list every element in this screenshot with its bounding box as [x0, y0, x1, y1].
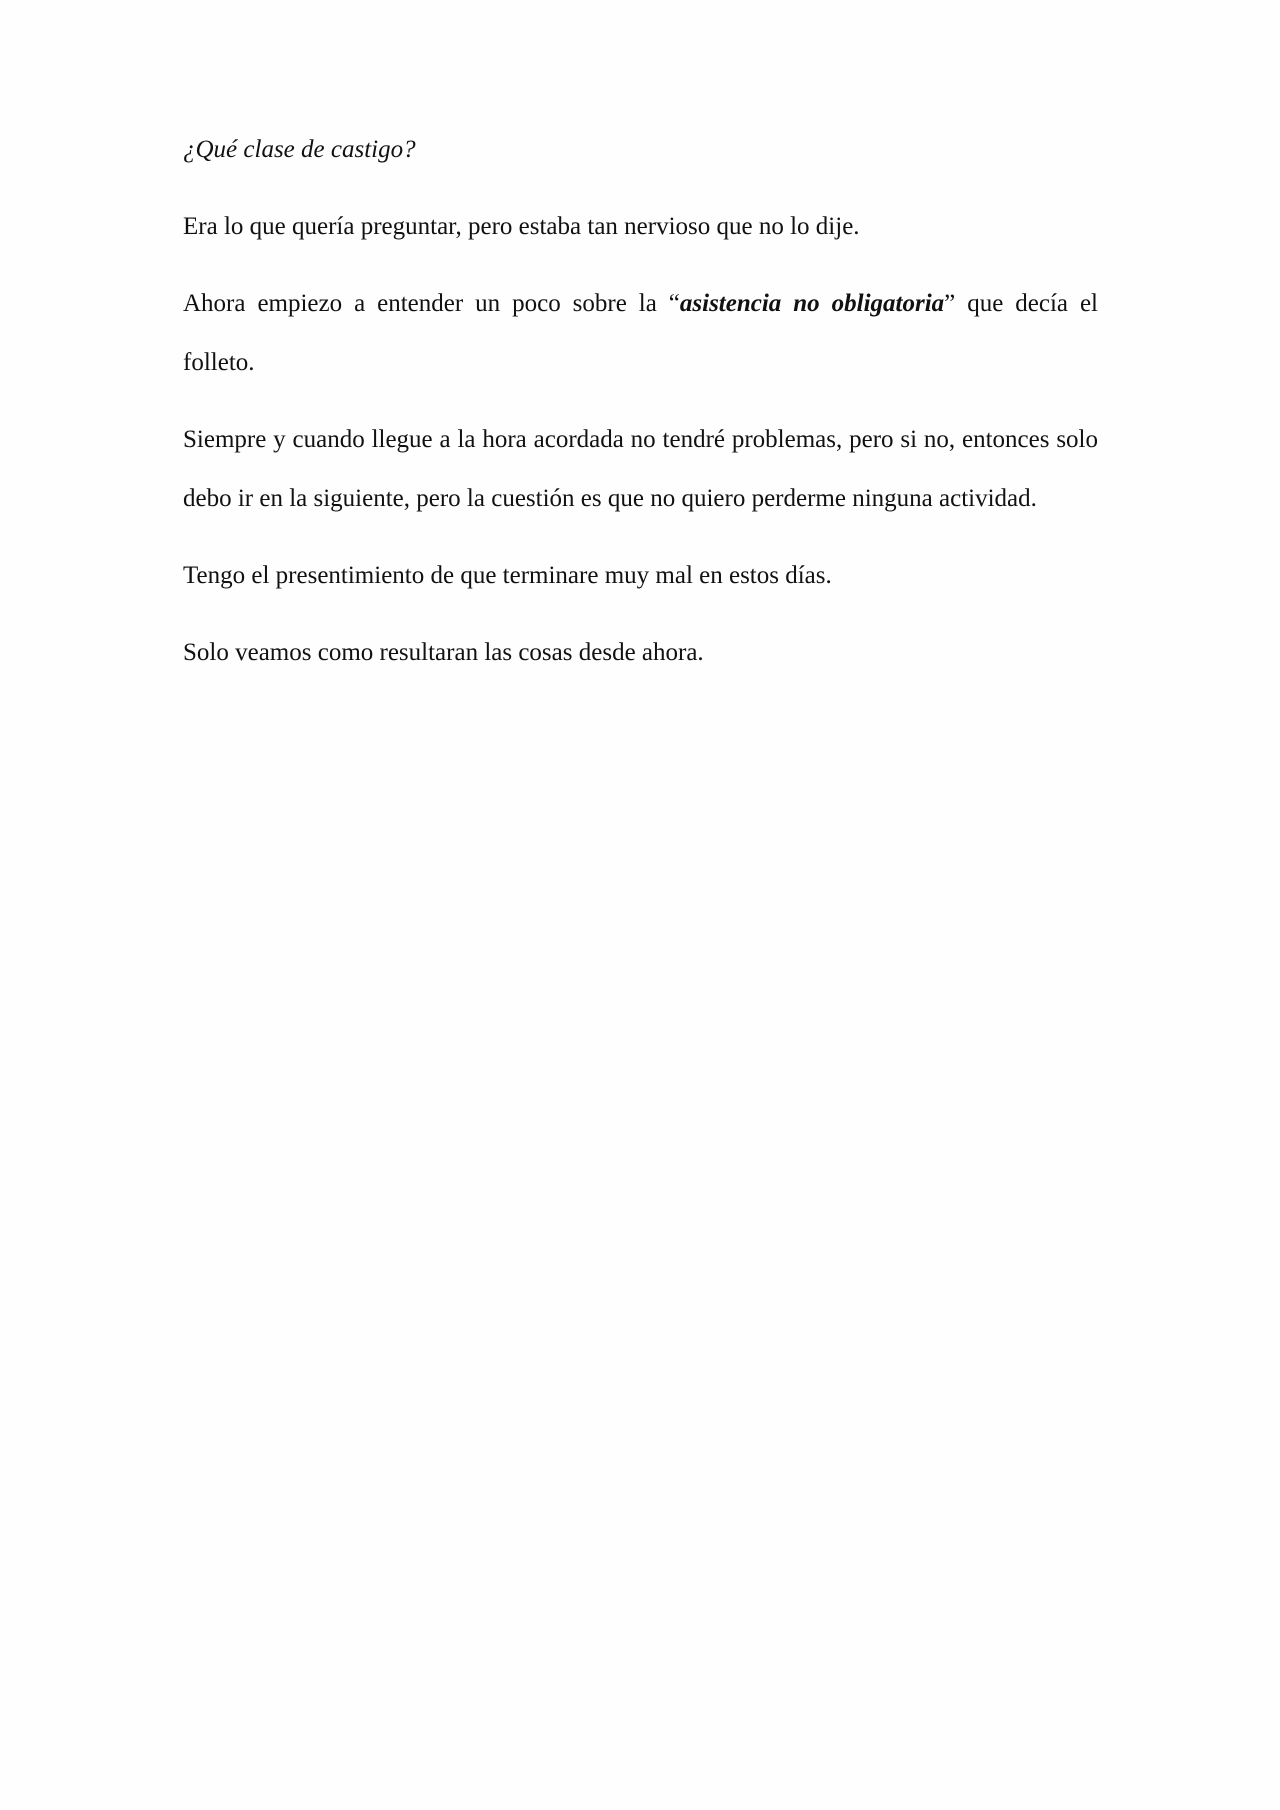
document-body: [183, 136, 1098, 704]
paragraph-3-text-end: ” que decía el folleto.: [183, 290, 1098, 376]
paragraph-4: Siempre y cuando llegue a la hora acordada no tendré problemas, pero si no, entonces solo debo ir en la siguiente, pero la cuestión es que no quiero perderme ninguna actividad.: [183, 426, 1098, 512]
emphasis-asistencia: asistencia no obligatoria: [679, 290, 945, 317]
paragraph-3: [183, 274, 1098, 392]
paragraph-2: Era lo que quería preguntar, pero estaba tan nervioso que no lo dije.: [183, 213, 860, 240]
paragraph-5: Tengo el presentimiento de que terminare muy mal en estos días.: [183, 562, 832, 589]
paragraph-3-text-start: Ahora empiezo a entender un poco sobre la “: [183, 290, 680, 317]
paragraph-6: Solo veamos como resultaran las cosas desde ahora.: [183, 639, 704, 666]
paragraph-question: ¿Qué clase de castigo?: [183, 136, 416, 163]
